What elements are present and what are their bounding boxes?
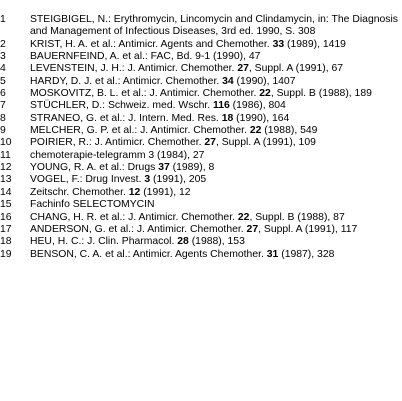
reference-segment: KRIST, H. A. et al.: Antimicr. Agents and Chemother. — [30, 38, 273, 50]
reference-item — [0, 174, 402, 186]
reference-number: 4 — [0, 63, 6, 75]
reference-segment: (1988), 549 — [261, 125, 318, 137]
reference-segment: LEVENSTEIN, J. H.: J. Antimicr. Chemother. — [30, 63, 238, 75]
reference-number: 8 — [0, 112, 6, 124]
reference-number: 6 — [0, 88, 6, 100]
reference-segment: , Suppl. A (1991), 117 — [258, 223, 358, 235]
reference-text — [30, 212, 345, 223]
reference-volume: 33 — [272, 38, 285, 50]
reference-volume: 12 — [128, 186, 141, 198]
reference-number: 18 — [0, 236, 12, 248]
reference-item — [0, 137, 402, 149]
reference-number: 3 — [0, 51, 6, 63]
reference-segment: BENSON, C. A. et al.: Antimicr. Agents Chemother. — [30, 248, 267, 260]
reference-text — [30, 88, 372, 99]
reference-item — [0, 199, 402, 211]
reference-item — [0, 39, 402, 51]
reference-text — [30, 39, 346, 50]
reference-number: 10 — [0, 137, 12, 149]
reference-volume: 27 — [246, 223, 259, 235]
reference-number: 14 — [0, 186, 12, 198]
reference-segment: STÜCHLER, D.: Schweiz. med. Wschr. — [30, 100, 214, 112]
reference-item — [0, 63, 402, 75]
reference-volume: 18 — [221, 112, 234, 124]
reference-text — [30, 249, 334, 260]
reference-segment: HEU, H. C.: J. Clin. Pharmacol. — [30, 236, 178, 248]
reference-item — [0, 125, 402, 137]
reference-number: 2 — [0, 38, 6, 50]
reference-segment: chemoterapie-telegramm 3 (1984), 27 — [30, 149, 205, 161]
reference-segment: (1990), 164 — [233, 112, 290, 124]
reference-number: 13 — [0, 174, 12, 186]
reference-number: 9 — [0, 125, 6, 137]
reference-segment: (1991), 205 — [150, 174, 207, 186]
reference-segment: (1986), 804 — [229, 100, 286, 112]
reference-text — [30, 137, 316, 148]
reference-segment: (1989), 8 — [169, 162, 215, 174]
reference-segment: (1987), 328 — [278, 248, 335, 260]
reference-segment: CHANG, H. R. et al.: J. Antimicr. Chemother. — [30, 211, 238, 223]
reference-list — [0, 14, 402, 261]
reference-item — [0, 14, 402, 39]
reference-segment: HARDY, D. J. et al.: Antimicr. Chemother. — [30, 75, 223, 87]
reference-item — [0, 88, 402, 100]
reference-text — [30, 51, 260, 62]
reference-segment: STEIGBIGEL, N.: Erythromycin, Lincomycin and Clindamycin, in: The Diagnosis and Management of Infectious Diseases, 3rd ed. 1990, S. 308 — [30, 14, 398, 38]
reference-item — [0, 236, 402, 248]
reference-text — [30, 162, 214, 173]
reference-item — [0, 100, 402, 112]
reference-volume: 22 — [259, 88, 271, 100]
reference-number: 17 — [0, 223, 12, 235]
reference-text — [30, 236, 245, 247]
reference-segment: YOUNG, R. A. et al.: Drugs — [30, 162, 159, 174]
reference-number: 19 — [0, 248, 12, 260]
reference-item — [0, 162, 402, 174]
reference-text — [30, 100, 286, 111]
reference-segment: , Suppl. B (1988), 189 — [270, 88, 372, 100]
reference-item — [0, 51, 402, 63]
reference-item — [0, 76, 402, 88]
reference-volume: 3 — [144, 174, 151, 186]
reference-text — [30, 187, 191, 198]
reference-segment: (1991), 12 — [140, 186, 191, 198]
reference-number: 12 — [0, 162, 12, 174]
reference-number: 16 — [0, 211, 12, 223]
reference-item — [0, 187, 402, 199]
reference-segment: BAUERNFEIND, A. et al.: FAC, Bd. 9-1 (1990), 47 — [30, 51, 261, 63]
reference-number: 15 — [0, 199, 12, 211]
reference-volume: 28 — [177, 236, 189, 248]
reference-volume: 116 — [213, 100, 230, 112]
reference-item — [0, 249, 402, 261]
reference-text — [30, 76, 295, 87]
reference-item — [0, 224, 402, 236]
reference-volume: 22 — [237, 211, 250, 223]
reference-number: 11 — [0, 149, 11, 161]
reference-item — [0, 212, 402, 224]
reference-segment: MOSKOVITZ, B. L. et al.: J. Antimicr. Chemother. — [30, 88, 260, 100]
reference-segment: (1990), 1407 — [233, 75, 296, 87]
reference-item — [0, 113, 402, 125]
reference-segment: STRANEO, G. et al.: J. Intern. Med. Res. — [30, 112, 222, 124]
reference-number: 7 — [0, 100, 6, 112]
reference-segment: , Suppl. A (1991), 109 — [215, 137, 316, 149]
reference-volume: 34 — [222, 75, 234, 87]
reference-volume: 31 — [266, 248, 279, 260]
reference-segment: (1989), 1419 — [284, 38, 346, 50]
reference-segment: POIRIER, R.: J. Antimicr. Chemother. — [30, 137, 205, 149]
reference-text — [30, 224, 357, 235]
reference-item — [0, 150, 402, 162]
reference-text — [30, 199, 155, 210]
reference-text — [30, 150, 204, 161]
reference-segment: (1988), 153 — [188, 236, 245, 248]
reference-text — [30, 14, 398, 37]
reference-volume: 27 — [204, 137, 216, 149]
reference-text — [30, 63, 343, 74]
reference-volume: 27 — [237, 63, 249, 75]
reference-segment: MELCHER, G. P. et al.: J. Antimicr. Chemother. — [30, 125, 250, 137]
reference-volume: 37 — [158, 162, 170, 174]
reference-segment: , Suppl. B (1988), 87 — [249, 211, 345, 223]
reference-segment: , Suppl. A (1991), 67 — [248, 63, 344, 75]
reference-segment: Zeitschr. Chemother. — [30, 186, 129, 198]
reference-text — [30, 125, 317, 136]
reference-number: 1 — [0, 14, 6, 25]
reference-text — [30, 113, 289, 124]
reference-text — [30, 174, 206, 185]
reference-segment: Fachinfo SELECTOMYCIN — [30, 199, 155, 211]
reference-segment: VOGEL, F.: Drug Invest. — [30, 174, 145, 186]
reference-segment: ANDERSON, G. et al.: J. Antimicr. Chemother. — [30, 223, 247, 235]
reference-number: 5 — [0, 75, 6, 87]
reference-volume: 22 — [249, 125, 262, 137]
